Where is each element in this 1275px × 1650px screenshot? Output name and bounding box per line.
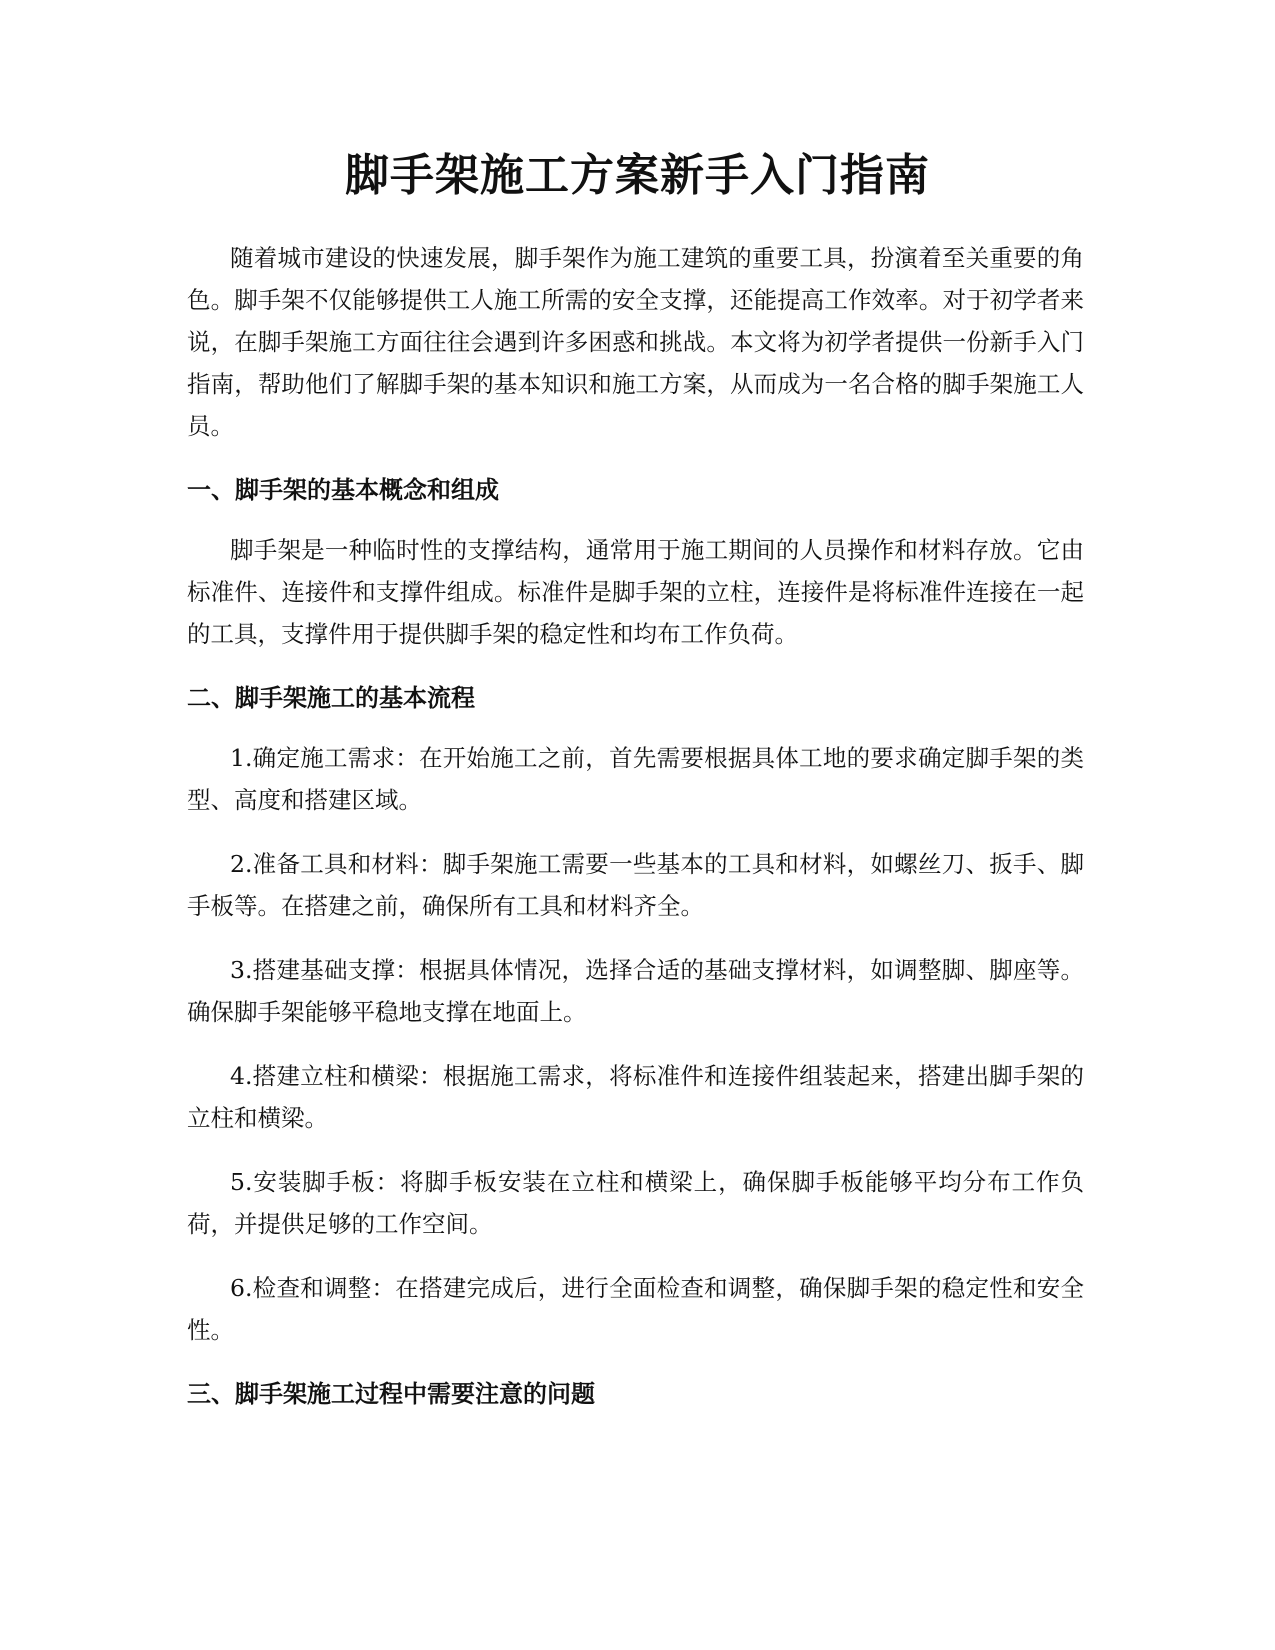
step-5-paragraph: 5.安装脚手板：将脚手板安装在立柱和横梁上，确保脚手板能够平均分布工作负荷，并提供足够的工作空间。	[187, 1168, 1084, 1238]
step-6-paragraph: 6.检查和调整：在搭建完成后，进行全面检查和调整，确保脚手架的稳定性和安全性。	[187, 1274, 1084, 1344]
step-4-paragraph: 4.搭建立柱和横梁：根据施工需求，将标准件和连接件组装起来，搭建出脚手架的立柱和横梁。	[187, 1062, 1084, 1132]
document-title: 脚手架施工方案新手入门指南	[345, 150, 930, 201]
section-heading-3: 三、脚手架施工过程中需要注意的问题	[187, 1380, 595, 1408]
step-1-paragraph: 1.确定施工需求：在开始施工之前，首先需要根据具体工地的要求确定脚手架的类型、高度和搭建区域。	[187, 744, 1084, 814]
document-body	[187, 237, 1084, 1433]
section-1-paragraph: 脚手架是一种临时性的支撑结构，通常用于施工期间的人员操作和材料存放。它由标准件、连接件和支撑件组成。标准件是脚手架的立柱，连接件是将标准件连接在一起的工具，支撑件用于提供脚手架的稳定性和均布工作负荷。	[187, 536, 1084, 648]
section-heading-1: 一、脚手架的基本概念和组成	[187, 476, 499, 504]
step-2-paragraph: 2.准备工具和材料：脚手架施工需要一些基本的工具和材料，如螺丝刀、扳手、脚手板等。在搭建之前，确保所有工具和材料齐全。	[187, 850, 1084, 920]
section-heading-2: 二、脚手架施工的基本流程	[187, 684, 475, 712]
intro-paragraph: 随着城市建设的快速发展，脚手架作为施工建筑的重要工具，扮演着至关重要的角色。脚手架不仅能够提供工人施工所需的安全支撑，还能提高工作效率。对于初学者来说，在脚手架施工方面往往会遇到许多困惑和挑战。本文将为初学者提供一份新手入门指南，帮助他们了解脚手架的基本知识和施工方案，从而成为一名合格的脚手架施工人员。	[187, 244, 1084, 440]
step-3-paragraph: 3.搭建基础支撑：根据具体情况，选择合适的基础支撑材料，如调整脚、脚座等。确保脚手架能够平稳地支撑在地面上。	[187, 956, 1084, 1026]
